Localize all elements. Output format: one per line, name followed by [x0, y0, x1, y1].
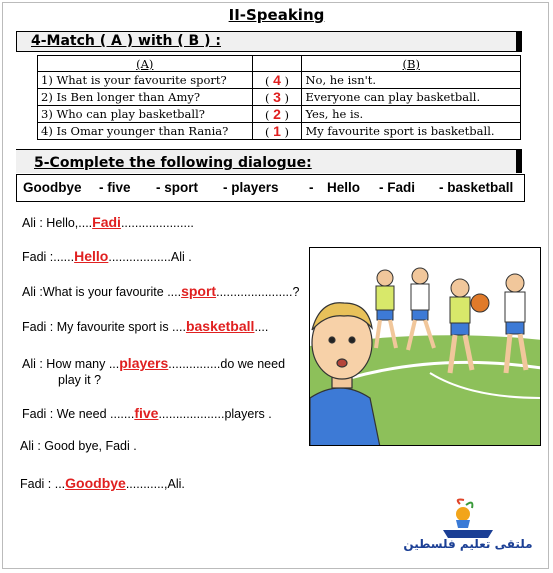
dialogue-answer[interactable]: five: [134, 405, 159, 421]
answer-cell[interactable]: ( 3 ): [252, 89, 302, 106]
dialogue-text: Ali :What is your favourite ....: [22, 285, 182, 299]
dialogue-text: ...............do we need: [168, 357, 286, 371]
basketball: [471, 294, 489, 312]
answer-number: 3: [273, 89, 281, 105]
response-cell: No, he isn't.: [302, 72, 521, 89]
dialogue-answer[interactable]: Hello: [74, 248, 109, 264]
table-row: [38, 72, 521, 89]
word-bank-item: Hello: [327, 180, 361, 195]
dialogue-line: Ali : Good bye, Fadi .: [20, 439, 137, 453]
word-bank: [16, 174, 525, 202]
response-cell: Everyone can play basketball.: [302, 89, 521, 106]
dialogue-answer[interactable]: players: [119, 355, 169, 371]
question-cell: 1) What is your favourite sport?: [38, 72, 253, 89]
dialogue-text: Fadi : We need .......: [22, 407, 135, 421]
dialogue-text: Fadi :......: [22, 250, 75, 264]
dialogue-line: [22, 248, 192, 264]
answer-number: 4: [273, 72, 281, 88]
word-bank-item: Goodbye: [23, 180, 82, 195]
word-bank-item: - sport: [156, 180, 198, 195]
dialogue-line: [22, 318, 268, 334]
basketball-illustration: [309, 247, 541, 446]
response-cell: My favourite sport is basketball.: [302, 123, 521, 140]
dialogue-text: Ali : How many ...: [22, 357, 120, 371]
answer-column-header: [252, 56, 302, 72]
dialogue-answer[interactable]: Fadi: [92, 214, 121, 230]
word-bank-item: -: [309, 180, 314, 195]
dialogue-answer[interactable]: Goodbye: [65, 475, 126, 491]
dialogue-text: ....: [254, 320, 269, 334]
word-bank-item: - Fadi: [379, 180, 415, 195]
answer-cell[interactable]: ( 4 ): [252, 72, 302, 89]
question-cell: 3) Who can play basketball?: [38, 106, 253, 123]
response-cell: Yes, he is.: [302, 106, 521, 123]
dialogue-line-continued: play it ?: [58, 373, 102, 387]
dialogue-text: ..................Ali .: [108, 250, 192, 264]
dialogue-text: ......................?: [216, 285, 300, 299]
dialogue-text: ...................players .: [158, 407, 272, 421]
column-b-header: (B): [302, 56, 521, 72]
word-bank-item: - players: [223, 180, 279, 195]
dialogue-line: [20, 475, 185, 491]
word-bank-item: - basketball: [439, 180, 514, 195]
dialogue-text: Fadi : ...: [20, 477, 66, 491]
word-bank-item: - five: [99, 180, 131, 195]
answer-cell[interactable]: ( 2 ): [252, 106, 302, 123]
answer-number: 2: [273, 106, 281, 122]
dialogue-text: ...........,Ali.: [125, 477, 185, 491]
complete-question-heading: 5-Complete the following dialogue:: [16, 149, 522, 173]
logo-text: ملتقى تعليم فلسطين: [403, 537, 533, 551]
match-table-header: [38, 56, 521, 72]
dialogue-line: [22, 283, 299, 299]
table-row: [38, 106, 521, 123]
dialogue-line: [22, 405, 272, 421]
dialogue-answer[interactable]: sport: [181, 283, 217, 299]
question-cell: 4) Is Omar younger than Rania?: [38, 123, 253, 140]
section-title: II-Speaking: [228, 6, 325, 24]
match-table: [37, 55, 521, 140]
dialogue-text: Fadi : My favourite sport is ....: [22, 320, 186, 334]
dialogue-line: [22, 214, 194, 230]
table-row: [38, 123, 521, 140]
dialogue-text: .....................: [120, 216, 194, 230]
match-question-heading: 4-Match ( A ) with ( B ) :: [16, 31, 522, 52]
dialogue-answer[interactable]: basketball: [185, 318, 255, 334]
question-cell: 2) Is Ben longer than Amy?: [38, 89, 253, 106]
answer-cell[interactable]: ( 1 ): [252, 123, 302, 140]
dialogue-line: [22, 355, 285, 371]
column-a-header: (A): [38, 56, 253, 72]
answer-number: 1: [273, 123, 281, 139]
table-row: [38, 89, 521, 106]
dialogue-text: Ali : Hello,....: [22, 216, 93, 230]
